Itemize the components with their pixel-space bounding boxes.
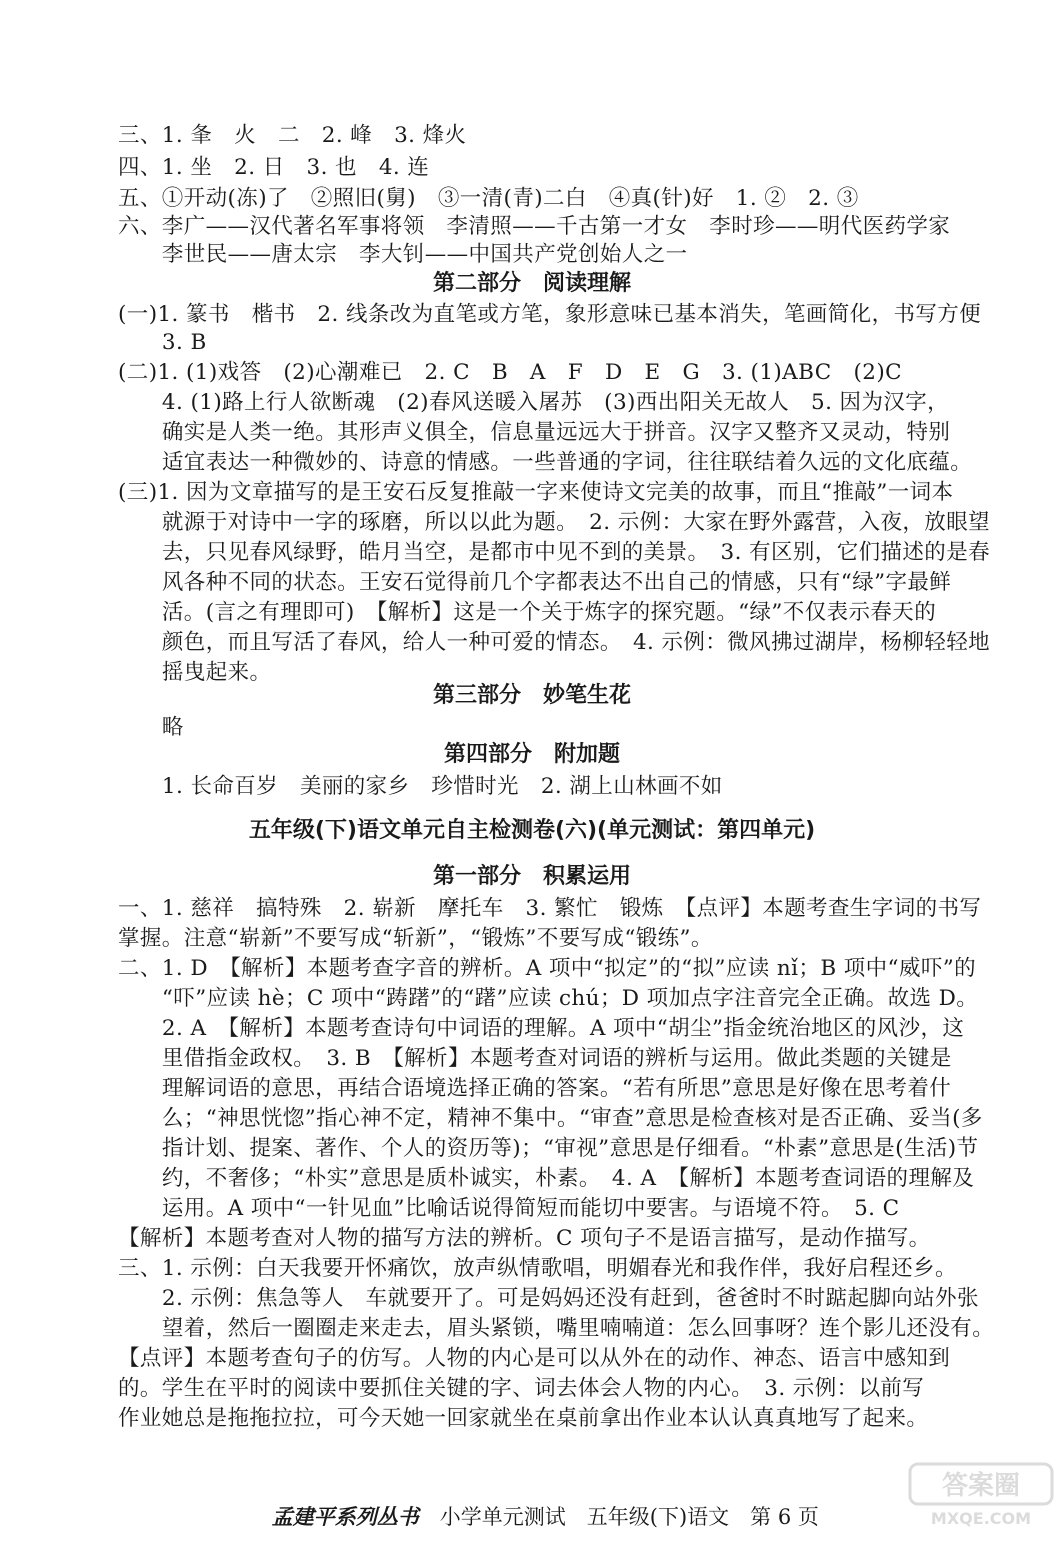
- answer-line: 3. B: [140, 330, 207, 355]
- test-title: 五年级(下)语文单元自主检测卷(六)(单元测试：第四单元): [248, 818, 816, 843]
- answer-line: 指计划、提案、著作、个人的资历等)；“审视”意思是仔细看。“朴素”意思是(生活)节: [140, 1136, 979, 1161]
- answer-line: 摇曳起来。: [140, 660, 272, 685]
- answer-line: 运用。A 项中“一针见血”比喻话说得简短而能切中要害。与语境不符。 5. C: [140, 1196, 900, 1221]
- svg-text:答案圈: 答案圈: [941, 1471, 1021, 1501]
- book-info: 小学单元测试 五年级(下)语文 第 6 页: [439, 1505, 819, 1529]
- answer-line: 四、1. 坐 2. 日 3. 也 4. 连: [118, 155, 430, 180]
- answer-line: 适宜表达一种微妙的、诗意的情感。一些普通的字词，往往联结着久远的文化底蕴。: [140, 450, 973, 475]
- section-heading: 第三部分 妙笔生花: [432, 683, 631, 708]
- answer-line: 约，不奢侈；“朴实”意思是质朴诚实，朴素。 4. A 【解析】本题考查词语的理解及: [140, 1166, 975, 1191]
- section-heading: 第一部分 积累运用: [432, 864, 631, 889]
- answer-line: 2. 示例：焦急等人 车就要开了。可是妈妈还没有赶到，爸爸时不时踮起脚向站外张: [140, 1286, 979, 1311]
- answer-line: (二)1. (1)戏答 (2)心潮难已 2. C B A F D E G 3. (1)ABC (2)C: [118, 360, 902, 385]
- answer-line: “吓”应读 hè；C 项中“踌躇”的“躇”应读 chú；D 项加点字注音完全正确。故选 D。: [140, 986, 979, 1011]
- answer-line: 三、1. 夆 火 二 2. 峰 3. 烽火: [118, 123, 467, 148]
- answer-line: 活。(言之有理即可) 【解析】这是一个关于炼字的探究题。“绿”不仅表示春天的: [140, 600, 937, 625]
- answer-line: 三、1. 示例：白天我要开怀痛饮，放声纵情歌唱，明媚春光和我作伴，我好启程还乡。: [118, 1256, 957, 1281]
- series-name: 孟建平系列丛书: [271, 1504, 419, 1529]
- answer-line: 4. (1)路上行人欲断魂 (2)春风送暖入屠苏 (3)西出阳关无故人 5. 因为汉字，: [140, 390, 950, 415]
- answer-line: 么；“神思恍惚”指心神不定，精神不集中。“审查”意思是检查核对是否正确、妥当(多: [140, 1106, 983, 1131]
- answer-line: (三)1. 因为文章描写的是王安石反复推敲一字来使诗文完美的故事，而且“推敲”一词本: [118, 480, 954, 505]
- answer-line: 【解析】本题考查对人物的描写方法的辨析。C 项句子不是语言描写，是动作描写。: [118, 1226, 931, 1251]
- answer-line: 风各种不同的状态。王安石觉得前几个字都表达不出自己的情感，只有“绿”字最鲜: [140, 570, 952, 595]
- answer-line: 李世民——唐太宗 李大钊——中国共产党创始人之一: [140, 242, 688, 267]
- answer-line: 2. A 【解析】本题考查诗句中词语的理解。A 项中“胡尘”指金统治地区的风沙，这: [140, 1016, 965, 1041]
- answer-line: 略: [140, 715, 184, 740]
- answer-line: (一)1. 篆书 楷书 2. 线条改为直笔或方笔，象形意味已基本消失，笔画简化，书写方便: [118, 302, 982, 327]
- answer-line: 六、李广——汉代著名军事将领 李清照——千古第一才女 李时珍——明代医药学家: [118, 214, 951, 239]
- answer-line: 二、1. D 【解析】本题考查字音的辨析。A 项中“拟定”的“拟”应读 nǐ；B 项中“威吓”的: [118, 956, 977, 981]
- answer-line: 作业她总是拖拖拉拉，可今天她一回家就坐在桌前拿出作业本认认真真地写了起来。: [118, 1406, 929, 1431]
- answer-line: 望着，然后一圈圈走来走去，眉头紧锁，嘴里喃喃道：怎么回事呀？连个影儿还没有。: [140, 1316, 995, 1341]
- answer-line: 里借指金政权。 3. B 【解析】本题考查对词语的辨析与运用。做此类题的关键是: [140, 1046, 952, 1071]
- answer-line: 理解词语的意思，再结合语境选择正确的答案。“若有所思”意思是好像在思考着什: [140, 1076, 952, 1101]
- answer-line: 掌握。注意“崭新”不要写成“斩新”，“锻炼”不要写成“锻练”。: [118, 926, 713, 951]
- answer-line: 的。学生在平时的阅读中要抓住关键的字、词去体会人物的内心。 3. 示例：以前写: [118, 1376, 925, 1401]
- answer-line: 一、1. 慈祥 搞特殊 2. 崭新 摩托车 3. 繁忙 锻炼 【点评】本题考查生字词的书写: [118, 896, 982, 921]
- watermark-logo: [906, 1460, 1056, 1530]
- answer-line: 就源于对诗中一字的琢磨，所以以此为题。 2. 示例：大家在野外露营，入夜，放眼望: [140, 510, 991, 535]
- answer-line: 确实是人类一绝。其形声义俱全，信息量远远大于拼音。汉字又整齐又灵动，特别: [140, 420, 951, 445]
- section-heading: 第四部分 附加题: [443, 742, 620, 767]
- answer-line: 五、①开动(冻)了 ②照旧(舅) ③一清(青)二白 ④真(针)好 1. ② 2. ③: [118, 186, 859, 211]
- answer-line: 1. 长命百岁 美丽的家乡 珍惜时光 2. 湖上山林画不如: [140, 774, 723, 799]
- answer-line: 颜色，而且写活了春风，给人一种可爱的情态。 4. 示例：微风拂过湖岸，杨柳轻轻地: [140, 630, 991, 655]
- svg-text:MXQE.COM: MXQE.COM: [930, 1509, 1032, 1528]
- page-footer: [0, 1472, 1064, 1562]
- answer-line: 【点评】本题考查句子的仿写。人物的内心是可以从外在的动作、神态、语言中感知到: [118, 1346, 951, 1371]
- answer-line: 去，只见春风绿野，皓月当空，是都市中见不到的美景。 3. 有区别，它们描述的是春: [140, 540, 991, 565]
- section-heading: 第二部分 阅读理解: [432, 271, 631, 296]
